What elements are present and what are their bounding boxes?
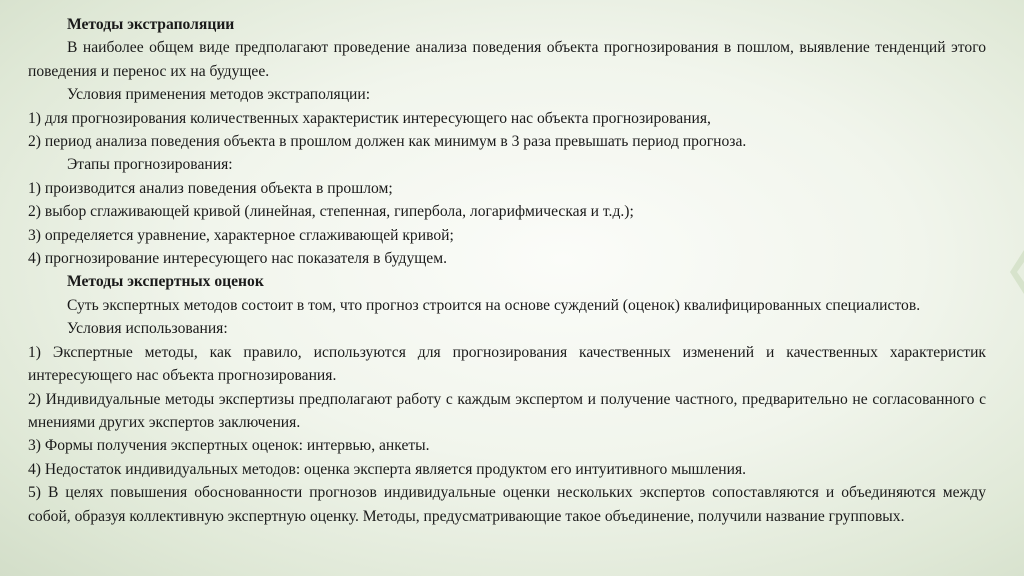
stages-title: Этапы прогнозирования: (67, 156, 233, 174)
usage-item: 5) В целях повышения обоснованности прогнозов индивидуальные оценки нескольких экспертов сопоставляются и объединяются между собой, образуя коллективную экспертную оценку. Методы, предусматривающие такое объединение, получили название групповых. (28, 484, 986, 525)
expert-intro: Суть экспертных методов состоит в том, что прогноз строится на основе суждений (оценок) квалифицированных специалистов. (67, 296, 921, 314)
heading-extrapolation: Методы экстраполяции (67, 16, 235, 33)
usage-item: 4) Недостаток индивидуальных методов: оценка эксперта является продуктом его интуитивного мышления. (28, 460, 747, 478)
extrapolation-intro: В наиболее общем виде предполагают проведение анализа поведения объекта прогнозирования в пошлом, выявление тенденций этого поведения и перенос их на будущее. (28, 39, 986, 80)
condition-item: 2) период анализа поведения объекта в прошлом должен как минимум в 3 раза превышать период прогноза. (28, 133, 747, 151)
slide-text (28, 13, 986, 528)
stage-item: 4) прогнозирование интересующего нас показателя в будущем. (28, 250, 447, 268)
usage-title: Условия использования: (67, 320, 228, 338)
usage-item: 1) Экспертные методы, как правило, используются для прогнозирования качественных изменений и качественных характеристик интересующего нас объекта прогнозирования. (28, 343, 986, 385)
conditions-title: Условия применения методов экстраполяции: (67, 86, 371, 104)
stage-item: 3) определяется уравнение, характерное сглаживающей кривой; (28, 226, 454, 244)
stage-item: 2) выбор сглаживающей кривой (линейная, степенная, гипербола, логарифмическая и т.д.); (28, 203, 634, 221)
usage-item: 3) Формы получения экспертных оценок: интервью, анкеты. (28, 437, 430, 455)
usage-item: 2) Индивидуальные методы экспертизы предполагают работу с каждым экспертом и получение частного, предварительно не согласованного с мнениями других экспертов заключения. (28, 390, 986, 431)
heading-expert: Методы экспертных оценок (67, 273, 264, 291)
condition-item: 1) для прогнозирования количественных характеристик интересующего нас объекта прогнозирования, (28, 109, 711, 127)
arrow-decoration-icon (984, 0, 1024, 576)
stage-item: 1) производится анализ поведения объекта в прошлом; (28, 179, 393, 197)
